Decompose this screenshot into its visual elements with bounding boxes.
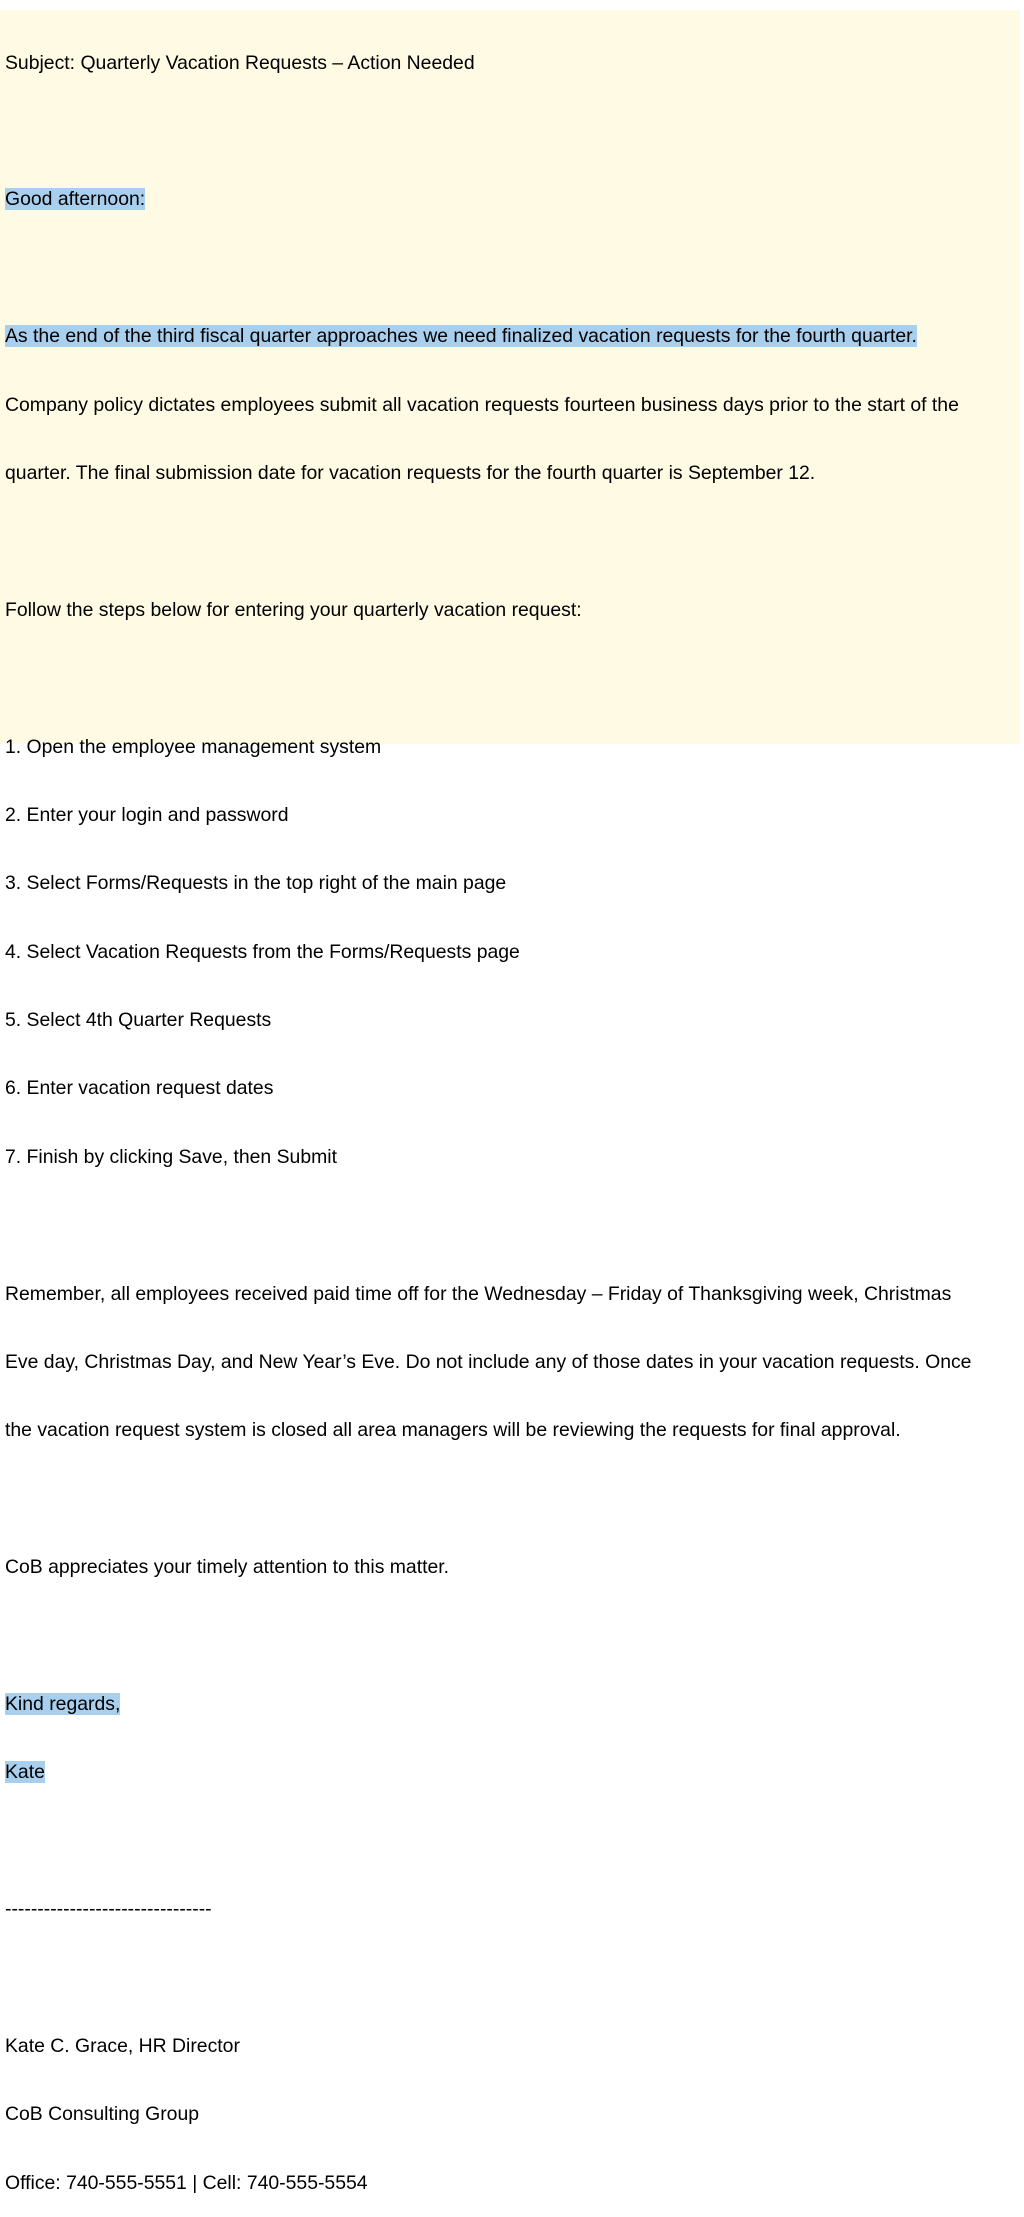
blank-line xyxy=(5,1488,1015,1511)
subject-line xyxy=(5,52,1015,75)
blank-line xyxy=(5,1967,1015,1990)
signer-line xyxy=(5,1761,1015,1784)
step-item: 4. Select Vacation Requests from the Forms/Requests page xyxy=(5,940,520,963)
para2-line-2: Eve day, Christmas Day, and New Year’s Eve. Do not include any of those dates in your vacation requests. Once xyxy=(5,1351,972,1374)
step-item: 1. Open the employee management system xyxy=(5,735,382,758)
step-item: 6. Enter vacation request dates xyxy=(5,1077,274,1100)
signature-contact: Office: 740-555-5551 | Cell: 740-555-5554 xyxy=(5,2171,368,2194)
para1-line-3: quarter. The final submission date for vacation requests for the fourth quarter is September 12. xyxy=(5,461,816,484)
appreciation-line: CoB appreciates your timely attention to this matter. xyxy=(5,1556,450,1579)
blank-line xyxy=(5,120,1015,143)
step-item: 2. Enter your login and password xyxy=(5,803,289,826)
blank-line xyxy=(5,257,1015,280)
blank-line xyxy=(5,667,1015,690)
signature-name-title: Kate C. Grace, HR Director xyxy=(5,2034,240,2057)
para1-line-1 xyxy=(5,325,1015,348)
signature-company: CoB Consulting Group xyxy=(5,2103,200,2126)
signature-separator: -------------------------------- xyxy=(5,1898,212,1921)
subject-text: Subject: Quarterly Vacation Requests – Action Needed xyxy=(5,51,475,74)
closing-line xyxy=(5,1693,1015,1716)
blank-line xyxy=(5,1625,1015,1648)
step-item: 5. Select 4th Quarter Requests xyxy=(5,1009,272,1032)
steps-intro: Follow the steps below for entering your quarterly vacation request: xyxy=(5,598,582,621)
para1-highlighted-text: As the end of the third fiscal quarter approaches we need finalized vacation requests for the fourth quarter. xyxy=(5,325,917,348)
greeting-line xyxy=(5,188,1015,211)
step-item: 3. Select Forms/Requests in the top right of the main page xyxy=(5,872,507,895)
blank-line xyxy=(5,1214,1015,1237)
para1-line-2: Company policy dictates employees submit all vacation requests fourteen business days prior to the start of the xyxy=(5,393,959,416)
closing-text: Kind regards, xyxy=(5,1692,121,1715)
para2-line-3: the vacation request system is closed all area managers will be reviewing the requests for final approval. xyxy=(5,1419,901,1442)
signer-text: Kate xyxy=(5,1761,45,1784)
step-item: 7. Finish by clicking Save, then Submit xyxy=(5,1145,337,1168)
blank-line xyxy=(5,1830,1015,1853)
greeting-text: Good afternoon: xyxy=(5,188,146,211)
email-body[interactable] xyxy=(0,10,1020,2194)
blank-line xyxy=(5,530,1015,553)
para2-line-1: Remember, all employees received paid time off for the Wednesday – Friday of Thanksgiving week, Christmas xyxy=(5,1282,952,1305)
